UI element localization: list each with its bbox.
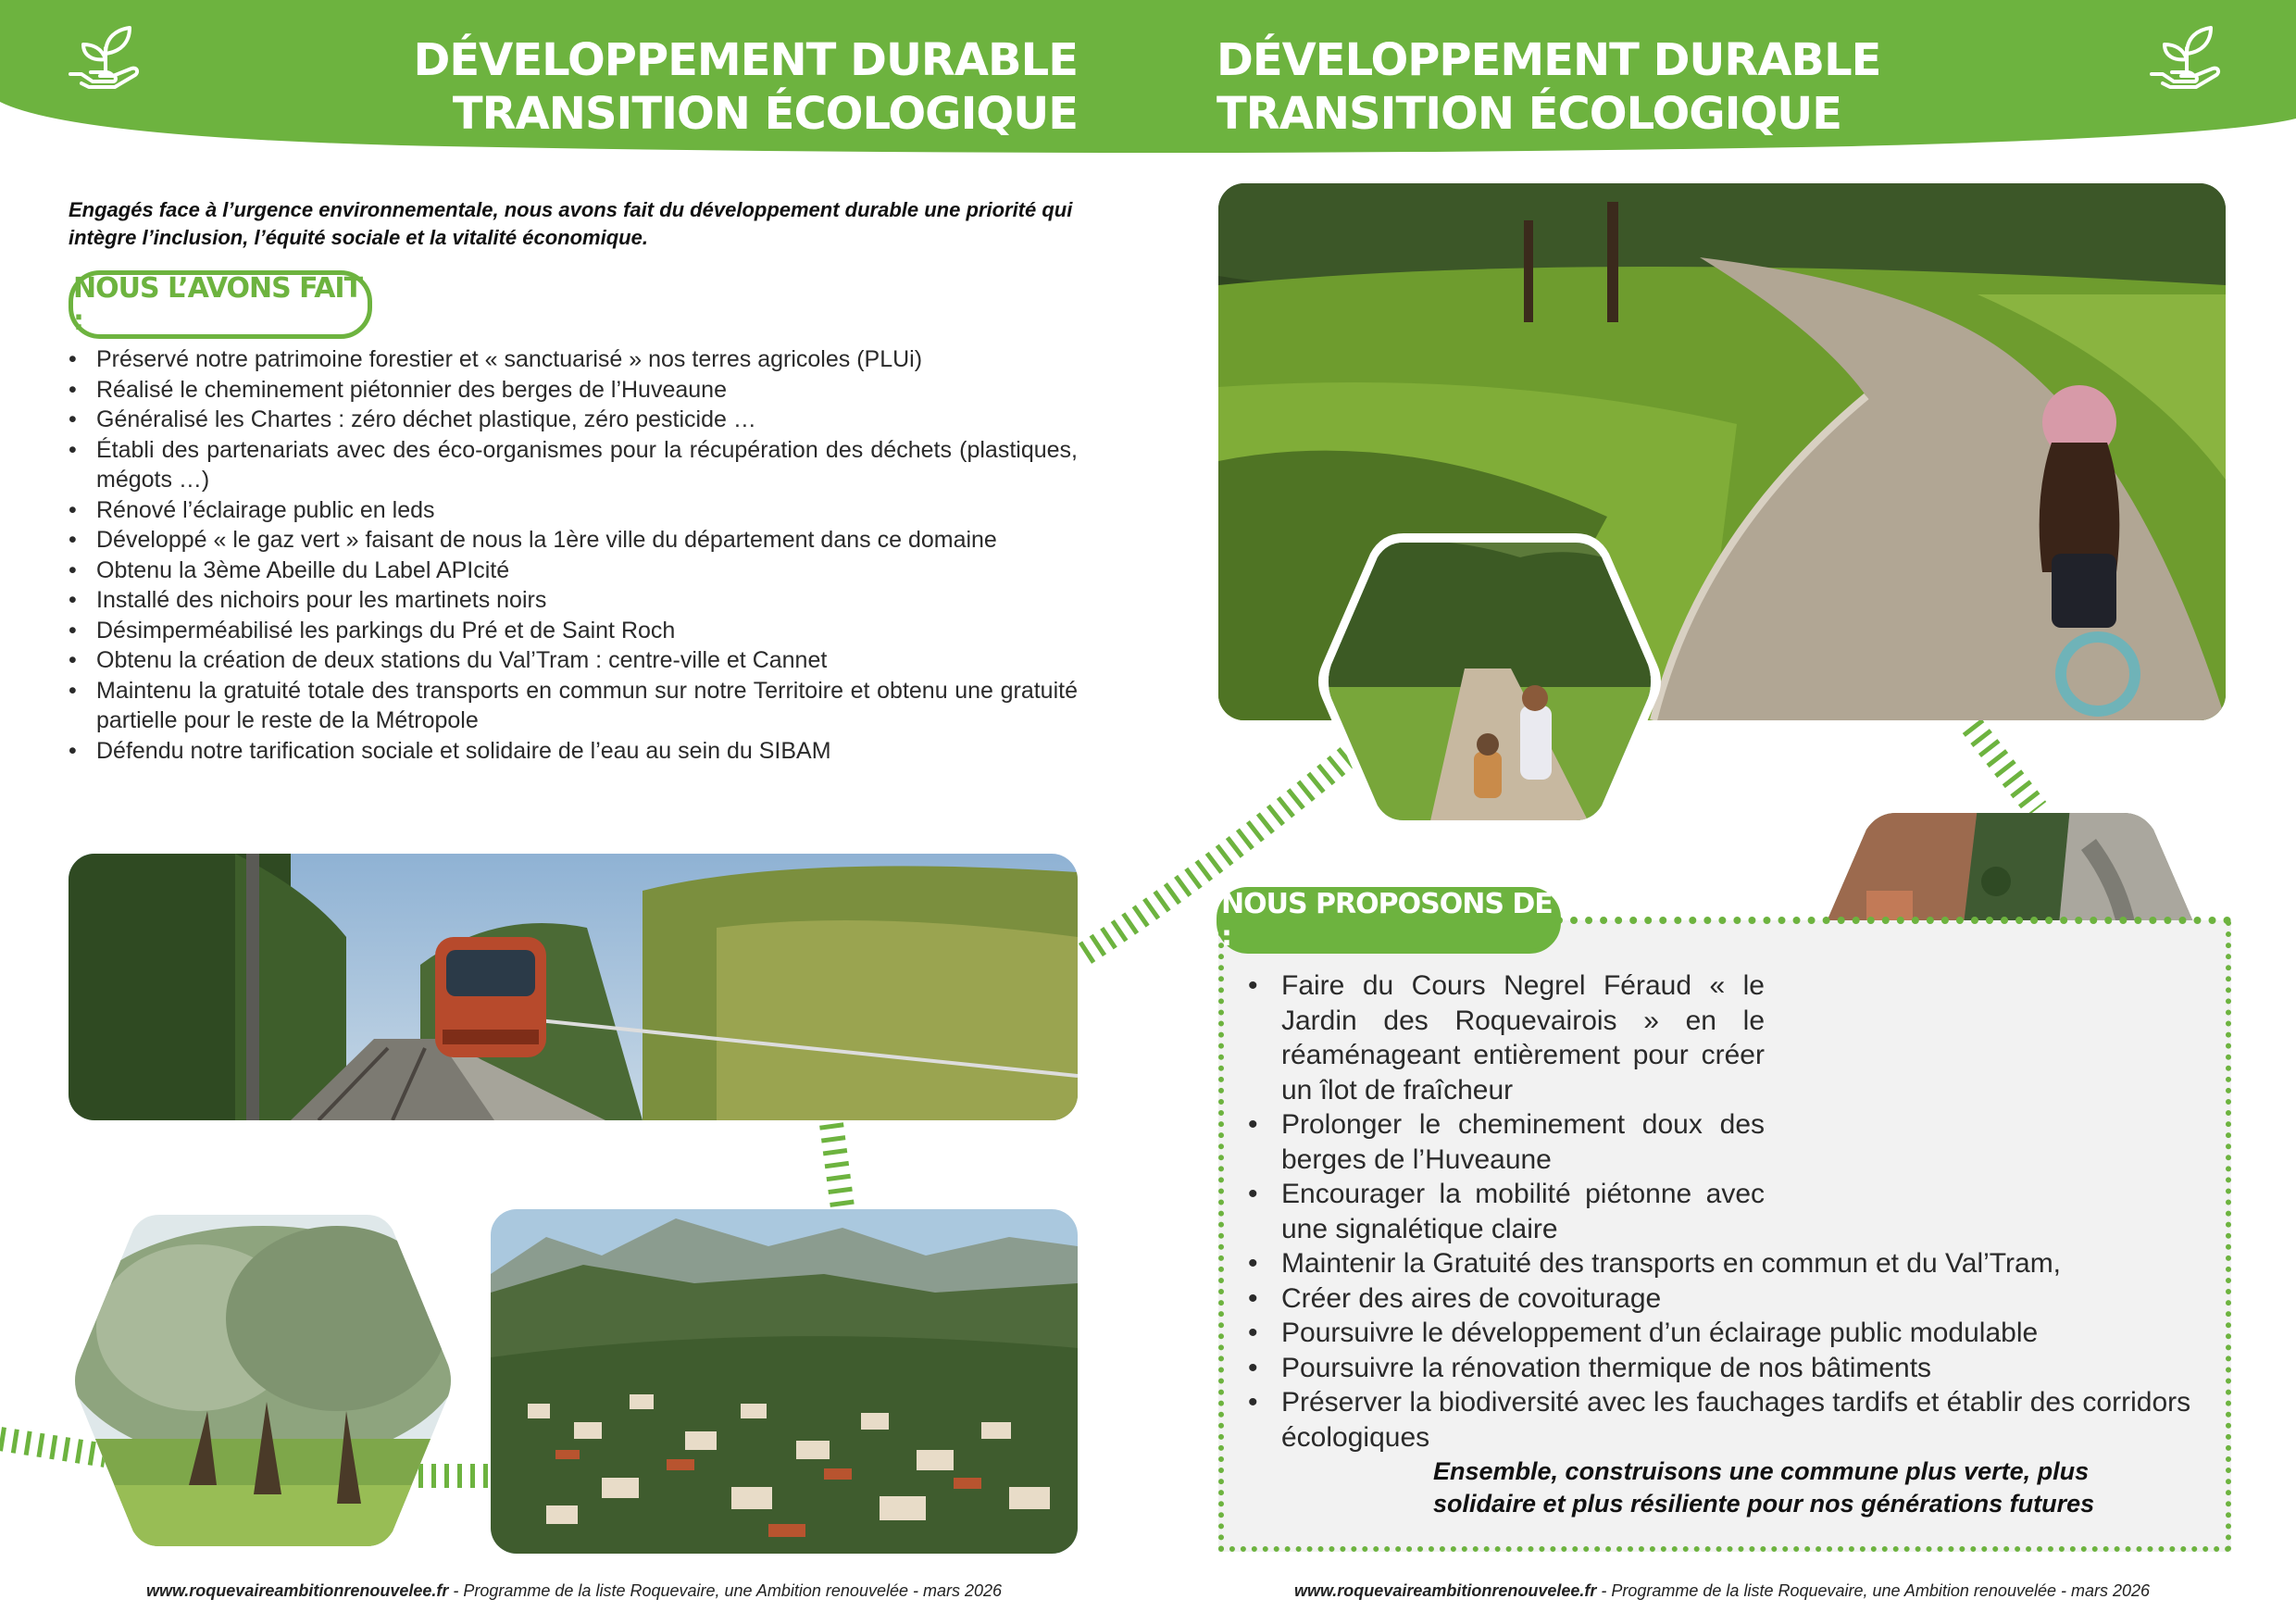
olive-trees-photo — [69, 1207, 457, 1554]
page-title-right: DÉVELOPPEMENT DURABLE TRANSITION ÉCOLOGIQUE — [1217, 34, 1881, 140]
list-item: • Développé « le gaz vert » faisant de nous la 1ère ville du département dans ce domaine — [69, 525, 1078, 556]
village-aerial-photo — [491, 1209, 1078, 1554]
list-item: • Faire du Cours Negrel Féraud « le Jardin des Roquevairois » en le réaménageant entièrement pour créer un îlot de fraîcheur — [1241, 968, 1765, 1107]
footer-text: - Programme de la liste Roquevaire, une Ambition renouvelée - mars 2026 — [448, 1581, 1003, 1600]
proposals-panel-border — [1555, 917, 2231, 924]
list-item: • Préservé notre patrimoine forestier et « sanctuarisé » nos terres agricoles (PLUi) — [69, 344, 1078, 375]
list-item: • Encourager la mobilité piétonne avec une signalétique claire — [1241, 1177, 1765, 1246]
list-item: • Poursuivre la rénovation thermique de nos bâtiments — [1241, 1351, 2213, 1386]
list-item: • Maintenir la Gratuité des transports en commun et du Val’Tram, — [1241, 1246, 2213, 1281]
plant-in-hand-icon — [65, 17, 148, 100]
tram-photo — [69, 854, 1078, 1120]
list-item: • Établi des partenariats avec des éco-organismes pour la récupération des déchets (plastiques, mégots …) — [69, 435, 1078, 495]
done-list — [69, 344, 1078, 766]
list-item: • Préserver la biodiversité avec les fauchages tardifs et établir des corridors écologiques — [1241, 1385, 2213, 1455]
list-item: • Prolonger le cheminement doux des berges de l’Huveaune — [1241, 1107, 1765, 1177]
footer-url[interactable]: www.roquevaireambitionrenouvelee.fr — [1293, 1581, 1597, 1600]
footer-text: - Programme de la liste Roquevaire, une Ambition renouvelée - mars 2026 — [1596, 1581, 2151, 1600]
proposals-list — [1241, 968, 2213, 1455]
list-item: • Désimperméabilisé les parkings du Pré et de Saint Roch — [69, 616, 1078, 646]
list-item: • Réalisé le cheminement piétonnier des berges de l’Huveaune — [69, 375, 1078, 406]
list-item: • Installé des nichoirs pour les martinets noirs — [69, 585, 1078, 616]
list-item: • Créer des aires de covoiturage — [1241, 1281, 2213, 1317]
page-title-left: DÉVELOPPEMENT DURABLE TRANSITION ÉCOLOGIQUE — [413, 34, 1078, 140]
list-item: • Défendu notre tarification sociale et solidaire de l’eau au sein du SIBAM — [69, 736, 1078, 767]
list-item: • Obtenu la création de deux stations du Val’Tram : centre-ville et Cannet — [69, 645, 1078, 676]
list-item: • Rénové l’éclairage public en leds — [69, 495, 1078, 526]
list-item: • Maintenu la gratuité totale des transports en commun sur notre Territoire et obtenu une gratuité partielle pour le reste de la Métropole — [69, 676, 1078, 736]
footer-url[interactable]: www.roquevaireambitionrenouvelee.fr — [145, 1581, 449, 1600]
footer-left — [65, 1581, 1083, 1601]
section-label-done: NOUS L’AVONS FAIT : — [69, 270, 372, 339]
section-label-propose: NOUS PROPOSONS DE : — [1217, 887, 1561, 954]
list-item: • Obtenu la 3ème Abeille du Label APIcité — [69, 556, 1078, 586]
intro-paragraph: Engagés face à l’urgence environnementale, nous avons fait du développement durable une priorité qui intègre l’inclusion, l’équité sociale et la vitalité économique. — [69, 198, 1073, 249]
list-item: • Poursuivre le développement d’un éclairage public modulable — [1241, 1316, 2213, 1351]
children-path-photo — [1316, 530, 1663, 833]
plant-in-hand-icon — [2146, 17, 2229, 100]
footer-right — [1213, 1581, 2231, 1601]
list-item: • Généralisé les Chartes : zéro déchet plastique, zéro pesticide … — [69, 405, 1078, 435]
closing-statement: Ensemble, construisons une commune plus verte, plus solidaire et plus résiliente pour nos générations futures — [1433, 1457, 2095, 1518]
header-band — [0, 0, 2296, 157]
